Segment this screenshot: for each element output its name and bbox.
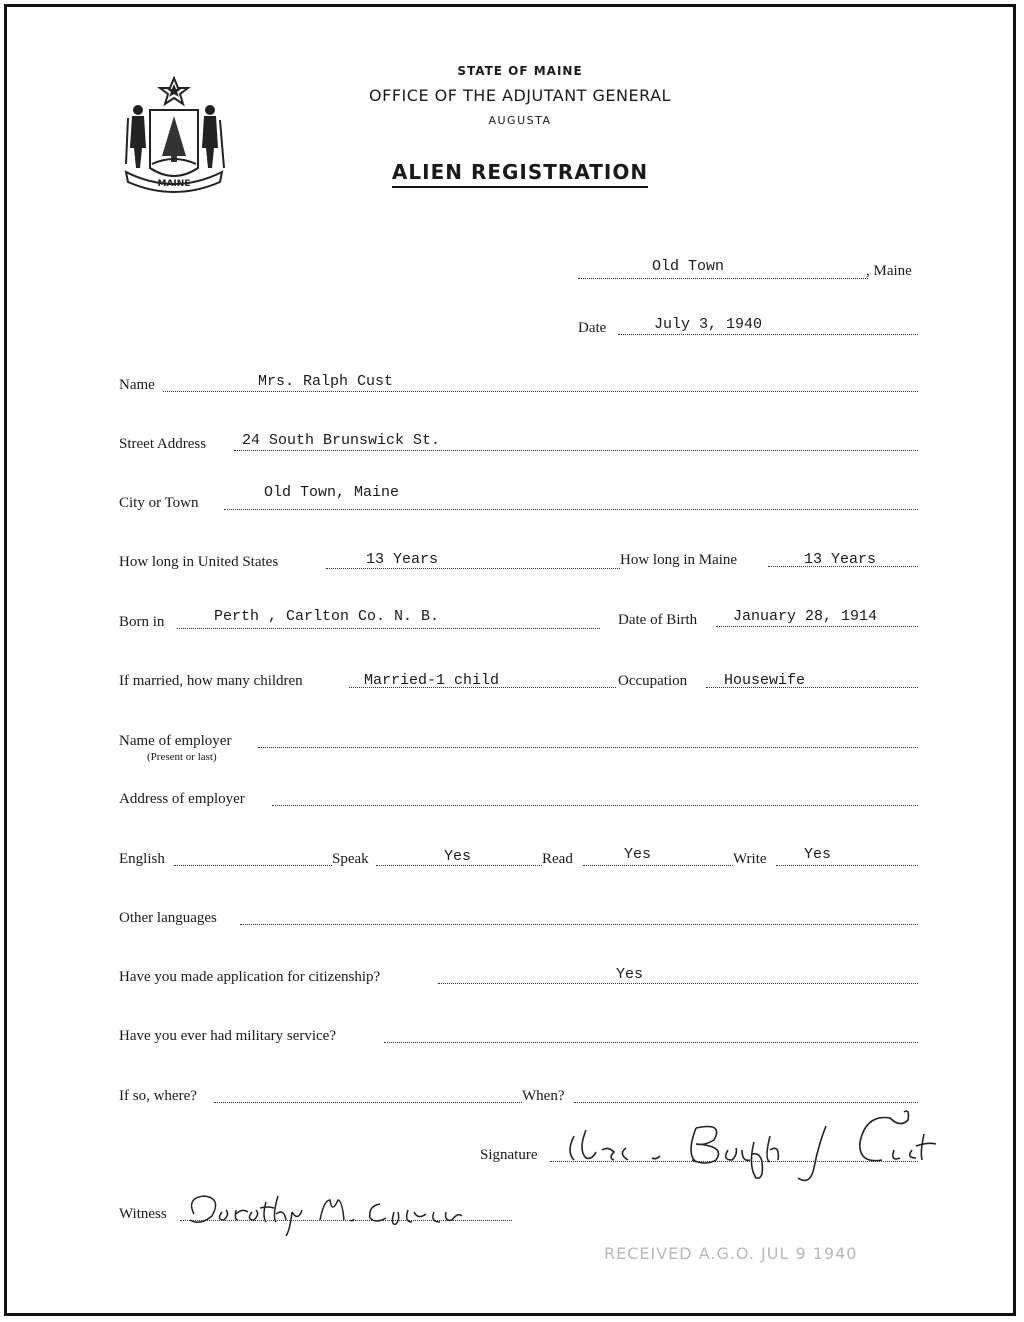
us-time-line xyxy=(326,568,620,569)
city-label: City or Town xyxy=(119,495,199,511)
english-line[interactable] xyxy=(174,865,332,866)
street-value[interactable]: 24 South Brunswick St. xyxy=(242,432,441,449)
header-city: AUGUSTA xyxy=(488,114,552,127)
speak-label: Speak xyxy=(332,851,369,867)
write-line xyxy=(776,865,918,866)
employer-note: (Present or last) xyxy=(147,751,217,763)
date-label: Date xyxy=(578,320,607,336)
read-value[interactable]: Yes xyxy=(624,846,652,863)
when-label: When? xyxy=(522,1088,565,1104)
us-time-label: How long in United States xyxy=(119,554,279,570)
read-line xyxy=(583,865,733,866)
street-line xyxy=(234,450,918,451)
maine-time-value[interactable]: 13 Years xyxy=(804,551,877,568)
seal-motto: MAINE xyxy=(157,179,191,189)
citizenship-label: Have you made application for citizenship? xyxy=(119,969,381,985)
born-line xyxy=(177,628,600,629)
name-line xyxy=(163,391,918,392)
born-value[interactable]: Perth , Carlton Co. N. B. xyxy=(214,608,440,625)
header-state: STATE OF MAINE xyxy=(457,64,583,78)
signature-label: Signature xyxy=(480,1147,538,1163)
town-value[interactable]: Old Town xyxy=(652,258,725,275)
occupation-value[interactable]: Housewife xyxy=(724,672,806,689)
form-title xyxy=(340,160,700,184)
dob-line xyxy=(716,626,918,627)
employer-address-label: Address of employer xyxy=(119,791,245,807)
dob-label: Date of Birth xyxy=(618,612,698,628)
speak-value[interactable]: Yes xyxy=(444,848,472,865)
write-value[interactable]: Yes xyxy=(804,846,832,863)
signature-handwriting xyxy=(556,1106,952,1188)
occupation-label: Occupation xyxy=(618,673,688,689)
us-time-value[interactable]: 13 Years xyxy=(366,551,439,568)
when-line[interactable] xyxy=(574,1102,918,1103)
city-line xyxy=(224,509,918,510)
employer-label: Name of employer xyxy=(119,733,232,749)
other-languages-label: Other languages xyxy=(119,910,217,926)
children-value[interactable]: Married-1 child xyxy=(364,672,500,689)
english-label: English xyxy=(119,851,165,867)
citizenship-value[interactable]: Yes xyxy=(616,966,644,983)
city-value[interactable]: Old Town, Maine xyxy=(264,484,400,501)
citizenship-line xyxy=(438,983,918,984)
witness-handwriting xyxy=(182,1186,492,1236)
where-line[interactable] xyxy=(214,1102,522,1103)
town-suffix: , Maine xyxy=(866,263,912,279)
speak-line xyxy=(376,865,542,866)
date-value[interactable]: July 3, 1940 xyxy=(654,316,763,333)
other-languages-line[interactable] xyxy=(240,924,918,925)
employer-address-line[interactable] xyxy=(272,805,918,806)
header-office: OFFICE OF THE ADJUTANT GENERAL xyxy=(369,86,671,105)
date-line xyxy=(618,334,918,335)
read-label: Read xyxy=(542,851,573,867)
town-line xyxy=(578,278,868,279)
street-label: Street Address xyxy=(119,436,207,452)
maine-time-label: How long in Maine xyxy=(620,552,738,568)
where-label: If so, where? xyxy=(119,1088,197,1104)
children-label: If married, how many children xyxy=(119,673,303,689)
received-stamp: RECEIVED A.G.O. JUL 9 1940 xyxy=(604,1244,858,1263)
employer-line[interactable] xyxy=(258,747,918,748)
write-label: Write xyxy=(733,851,767,867)
maine-state-seal-icon xyxy=(120,76,228,194)
name-value[interactable]: Mrs. Ralph Cust xyxy=(258,373,394,390)
dob-value[interactable]: January 28, 1914 xyxy=(733,608,878,625)
name-label: Name xyxy=(119,377,155,393)
born-label: Born in xyxy=(119,614,165,630)
military-line[interactable] xyxy=(384,1042,918,1043)
military-label: Have you ever had military service? xyxy=(119,1028,336,1044)
witness-label: Witness xyxy=(119,1206,167,1222)
form-title-text: ALIEN REGISTRATION xyxy=(392,160,648,188)
